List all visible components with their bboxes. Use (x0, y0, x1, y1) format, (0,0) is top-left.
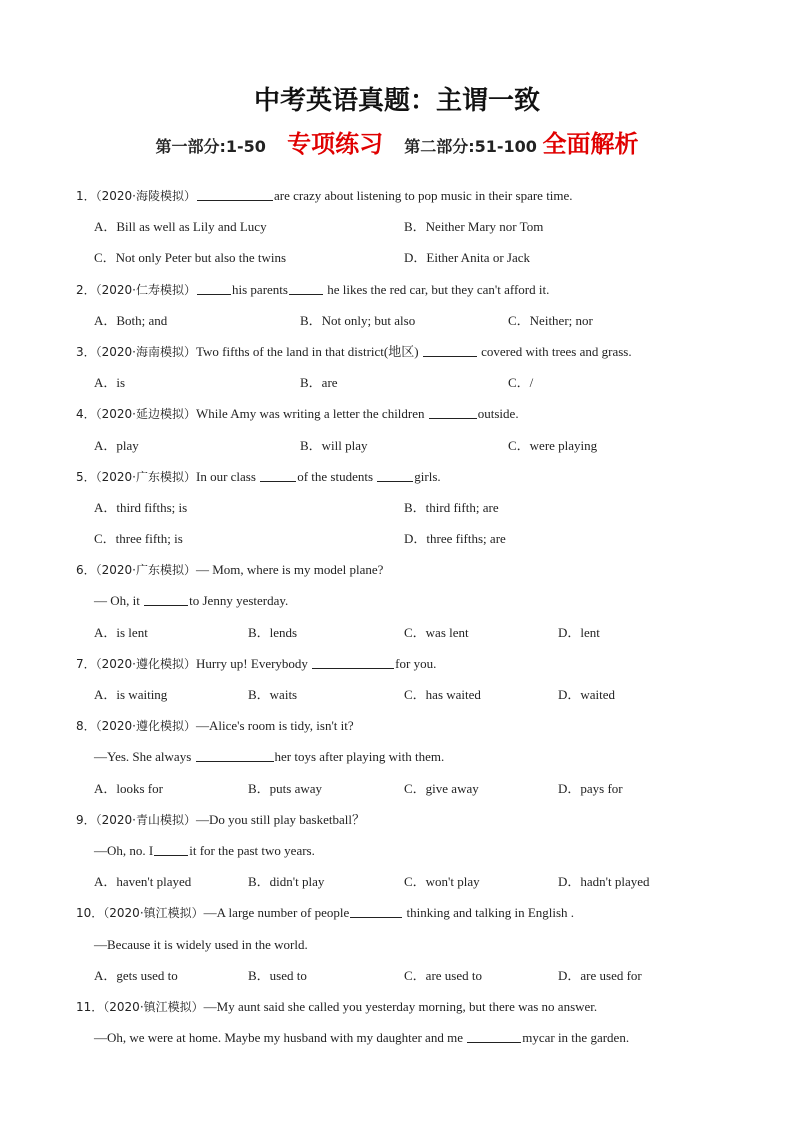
options-1 (76, 211, 716, 242)
question-9-reply: —Oh, no. I it for the past two years. (94, 842, 315, 858)
answer-blank (289, 281, 323, 295)
answer-blank (312, 655, 394, 669)
option-a: A．Both; and (94, 312, 168, 328)
subtitle (0, 124, 794, 159)
option-a: A．looks for (94, 780, 163, 796)
option-a: A．is lent (94, 624, 148, 640)
question-5: 5．（2020·广东模拟）In our class of the students girls. (76, 468, 441, 484)
question-9: 9．（2020·青山模拟）—Do you still play basketball？ (76, 811, 365, 827)
question-8: 8．（2020·遵化模拟）—Alice's room is tidy, isn't it? (76, 718, 354, 734)
option-a: A．gets used to (94, 967, 178, 983)
option-c: C．are used to (404, 967, 482, 983)
question-6: 6．（2020·广东模拟）— Mom, where is my model plane? (76, 562, 384, 578)
options-5b (76, 523, 716, 554)
question-11: 11．（2020·镇江模拟）—My aunt said she called you yesterday morning, but there was no answer. (76, 998, 598, 1014)
question-3: 3．（2020·海南模拟）Two fifths of the land in that district(地区) covered with trees and grass. (76, 343, 632, 359)
option-a: A．is waiting (94, 687, 168, 702)
answer-blank (377, 468, 413, 482)
option-b: B．waits (248, 687, 298, 702)
option-b: B．didn't play (248, 874, 325, 890)
option-c: C．Not only Peter but also the twins (94, 250, 287, 266)
answer-blank (260, 468, 296, 482)
options-7 (76, 679, 716, 710)
part-two-label: 第二部分:51-100 (404, 137, 537, 156)
option-b: B．lends (248, 624, 298, 640)
options-2 (76, 305, 716, 336)
option-b: B．used to (248, 967, 307, 983)
options-5 (76, 492, 716, 523)
options-3 (76, 367, 716, 398)
option-d: D．Either Anita or Jack (404, 250, 530, 266)
question-4: 4．（2020·延边模拟）While Amy was writing a letter the children outside. (76, 406, 519, 422)
option-c: C．won't play (404, 874, 480, 890)
options-1b (76, 242, 716, 273)
question-7: 7．（2020·遵化模拟）Hurry up! Everybody for you. (76, 655, 437, 671)
option-b: B．third fifth; are (404, 499, 499, 515)
question-10: 10．（2020·镇江模拟）—A large number of people thinking and talking in English . (76, 905, 575, 921)
answer-blank (197, 281, 231, 295)
option-a: A．play (94, 437, 139, 453)
answer-blank (154, 842, 188, 856)
option-b: B．puts away (248, 780, 323, 796)
practice-label: 专项练习 (287, 130, 384, 158)
option-c: C．/ (508, 375, 534, 391)
answer-blank (197, 187, 273, 201)
answer-blank (467, 1029, 521, 1043)
option-a: A．haven't played (94, 874, 192, 890)
answer-blank (429, 405, 477, 419)
question-11-reply: —Oh, we were at home. Maybe my husband with my daughter and me mycar in the garden. (94, 1030, 630, 1046)
option-b: B．Neither Mary nor Tom (404, 219, 544, 235)
answer-blank (144, 592, 188, 606)
option-c: C．Neither; nor (508, 312, 593, 328)
question-10-reply: —Because it is widely used in the world. (94, 936, 308, 952)
options-8 (76, 773, 716, 804)
option-b: B．Not only; but also (300, 312, 416, 328)
option-d: D．waited (558, 687, 616, 702)
option-a: A．Bill as well as Lily and Lucy (94, 219, 267, 235)
question-list (76, 180, 716, 1053)
question-2: 2．（2020·仁寿模拟） his parents he likes the red car, but they can't afford it. (76, 281, 550, 297)
page-title: 中考英语真题：主谓一致 (253, 86, 540, 116)
option-d: D．lent (558, 624, 600, 640)
option-d: D．three fifths; are (404, 531, 506, 547)
answer-blank (350, 904, 402, 918)
question-1: 1．（2020·海陵模拟） are crazy about listening to pop music in their spare time. (76, 188, 573, 203)
option-c: C．three fifth; is (94, 531, 183, 547)
options-9 (76, 866, 716, 897)
options-6 (76, 617, 716, 648)
option-c: C．were playing (508, 437, 598, 453)
options-4 (76, 430, 716, 461)
option-d: D．are used for (558, 967, 642, 983)
option-d: D．hadn't played (558, 874, 650, 890)
part-one-label: 第一部分:1-50 (155, 137, 266, 156)
option-a: A．third fifths; is (94, 499, 188, 515)
option-a: A．is (94, 375, 126, 391)
option-c: C．was lent (404, 624, 469, 640)
option-c: C．give away (404, 780, 479, 796)
options-10 (76, 960, 716, 991)
analysis-label: 全面解析 (542, 130, 639, 158)
option-c: C．has waited (404, 687, 481, 702)
option-d: D．pays for (558, 780, 623, 796)
question-8-reply: —Yes. She always her toys after playing with them. (94, 749, 445, 765)
question-6-reply: — Oh, it to Jenny yesterday. (94, 593, 289, 609)
answer-blank (196, 748, 274, 762)
answer-blank (423, 343, 477, 357)
option-b: B．will play (300, 437, 368, 453)
option-b: B．are (300, 375, 338, 391)
